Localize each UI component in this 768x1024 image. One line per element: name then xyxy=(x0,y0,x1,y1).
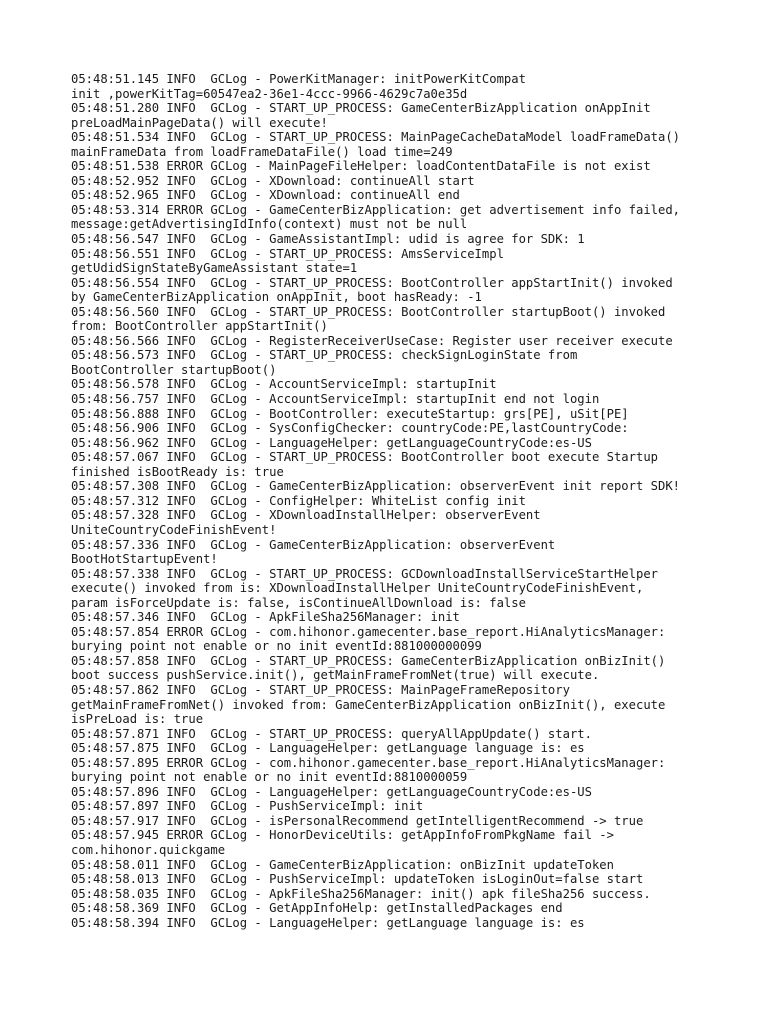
log-line: getUdidSignStateByGameAssistant state=1 xyxy=(71,261,358,276)
log-line: 05:48:57.862 INFO GCLog - START_UP_PROCESS: MainPageFrameRepository xyxy=(71,682,570,697)
log-line: 05:48:57.858 INFO GCLog - START_UP_PROCESS: GameCenterBizApplication onBizInit() xyxy=(71,653,666,668)
log-line: 05:48:51.538 ERROR GCLog - MainPageFileHelper: loadContentDataFile is not exist xyxy=(71,159,651,174)
log-line: message:getAdvertisingIdInfo(context) must not be null xyxy=(71,217,468,232)
log-line: 05:48:57.312 INFO GCLog - ConfigHelper: WhiteList config init xyxy=(71,493,526,508)
log-line: UniteCountryCodeFinishEvent! xyxy=(71,522,277,537)
log-line: preLoadMainPageData() will execute! xyxy=(71,115,328,130)
log-line: execute() invoked from is: XDownloadInstallHelper UniteCountryCodeFinishEvent, xyxy=(71,581,644,596)
log-line: 05:48:57.328 INFO GCLog - XDownloadInstallHelper: observerEvent xyxy=(71,508,541,523)
log-line: 05:48:57.875 INFO GCLog - LanguageHelper: getLanguage language is: es xyxy=(71,741,585,756)
log-line: mainFrameData from loadFrameDataFile() load time=249 xyxy=(71,144,453,159)
log-line: 05:48:56.560 INFO GCLog - START_UP_PROCESS: BootController startupBoot() invoked xyxy=(71,304,666,319)
log-line: 05:48:57.945 ERROR GCLog - HonorDeviceUtils: getAppInfoFromPkgName fail -> xyxy=(71,828,614,843)
log-line: 05:48:57.917 INFO GCLog - isPersonalRecommend getIntelligentRecommend -> true xyxy=(71,813,644,828)
log-line: 05:48:58.011 INFO GCLog - GameCenterBizApplication: onBizInit updateToken xyxy=(71,857,614,872)
log-line: getMainFrameFromNet() invoked from: GameCenterBizApplication onBizInit(), execute xyxy=(71,697,666,712)
log-line: com.hihonor.quickgame xyxy=(71,842,226,857)
log-line: 05:48:57.897 INFO GCLog - PushServiceImpl: init xyxy=(71,799,424,814)
log-line: boot success pushService.init(), getMainFrameFromNet(true) will execute. xyxy=(71,668,600,683)
log-line: 05:48:56.573 INFO GCLog - START_UP_PROCESS: checkSignLoginState from xyxy=(71,348,578,363)
log-line: burying point not enable or no init eventId:8810000059 xyxy=(71,770,468,785)
log-line: 05:48:57.896 INFO GCLog - LanguageHelper: getLanguageCountryCode:es-US xyxy=(71,784,592,799)
log-line: 05:48:56.757 INFO GCLog - AccountServiceImpl: startupInit end not login xyxy=(71,392,600,407)
log-line: by GameCenterBizApplication onAppInit, boot hasReady: -1 xyxy=(71,290,482,305)
log-line: 05:48:57.067 INFO GCLog - START_UP_PROCESS: BootController boot execute Startup xyxy=(71,450,658,465)
log-line: BootController startupBoot() xyxy=(71,362,277,377)
log-line: init ,powerKitTag=60547ea2-36e1-4ccc-9966-4629c7a0e35d xyxy=(71,86,468,101)
log-line: 05:48:51.145 INFO GCLog - PowerKitManager: initPowerKitCompat xyxy=(71,72,526,86)
log-line: from: BootController appStartInit() xyxy=(71,319,328,334)
log-line: 05:48:56.547 INFO GCLog - GameAssistantImpl: udid is agree for SDK: 1 xyxy=(71,232,585,247)
log-line: 05:48:56.906 INFO GCLog - SysConfigChecker: countryCode:PE,lastCountryCode: xyxy=(71,421,629,436)
log-line: burying point not enable or no init eventId:881000000099 xyxy=(71,639,482,654)
log-line: 05:48:56.962 INFO GCLog - LanguageHelper: getLanguageCountryCode:es-US xyxy=(71,435,592,450)
log-line: 05:48:57.854 ERROR GCLog - com.hihonor.gamecenter.base_report.HiAnalyticsManager: xyxy=(71,624,666,639)
log-line: 05:48:57.346 INFO GCLog - ApkFileSha256Manager: init xyxy=(71,610,460,625)
log-line: 05:48:56.554 INFO GCLog - START_UP_PROCESS: BootController appStartInit() invoked xyxy=(71,275,673,290)
log-line: 05:48:52.965 INFO GCLog - XDownload: continueAll end xyxy=(71,188,460,203)
log-line: param isForceUpdate is: false, isContinueAllDownload is: false xyxy=(71,595,526,610)
log-line: 05:48:58.369 INFO GCLog - GetAppInfoHelp: getInstalledPackages end xyxy=(71,901,563,916)
log-line: 05:48:51.534 INFO GCLog - START_UP_PROCESS: MainPageCacheDataModel loadFrameData() xyxy=(71,130,681,145)
log-line: 05:48:51.280 INFO GCLog - START_UP_PROCESS: GameCenterBizApplication onAppInit xyxy=(71,101,651,116)
log-line: 05:48:52.952 INFO GCLog - XDownload: continueAll start xyxy=(71,173,475,188)
log-line: finished isBootReady is: true xyxy=(71,464,284,479)
log-line: isPreLoad is: true xyxy=(71,712,204,727)
log-line: 05:48:57.308 INFO GCLog - GameCenterBizApplication: observerEvent init report SDK! xyxy=(71,479,681,494)
log-line: 05:48:58.394 INFO GCLog - LanguageHelper: getLanguage language is: es xyxy=(71,915,585,930)
log-line: 05:48:57.871 INFO GCLog - START_UP_PROCESS: queryAllAppUpdate() start. xyxy=(71,726,592,741)
log-line: 05:48:57.895 ERROR GCLog - com.hihonor.gamecenter.base_report.HiAnalyticsManager: xyxy=(71,755,666,770)
log-line: 05:48:53.314 ERROR GCLog - GameCenterBizApplication: get advertisement info failed, xyxy=(71,202,681,217)
log-line: 05:48:57.336 INFO GCLog - GameCenterBizApplication: observerEvent xyxy=(71,537,556,552)
log-line: BootHotStartupEvent! xyxy=(71,552,218,567)
log-line: 05:48:58.035 INFO GCLog - ApkFileSha256Manager: init() apk fileSha256 success. xyxy=(71,886,651,901)
log-text-block xyxy=(71,72,731,930)
log-line: 05:48:56.888 INFO GCLog - BootController: executeStartup: grs[PE], uSit[PE] xyxy=(71,406,629,421)
log-line: 05:48:56.551 INFO GCLog - START_UP_PROCESS: AmsServiceImpl xyxy=(71,246,504,261)
log-line: 05:48:57.338 INFO GCLog - START_UP_PROCESS: GCDownloadInstallServiceStartHelper xyxy=(71,566,658,581)
log-line: 05:48:56.566 INFO GCLog - RegisterReceiverUseCase: Register user receiver execute xyxy=(71,333,673,348)
log-line: 05:48:58.013 INFO GCLog - PushServiceImpl: updateToken isLoginOut=false start xyxy=(71,872,644,887)
log-line: 05:48:56.578 INFO GCLog - AccountServiceImpl: startupInit xyxy=(71,377,497,392)
